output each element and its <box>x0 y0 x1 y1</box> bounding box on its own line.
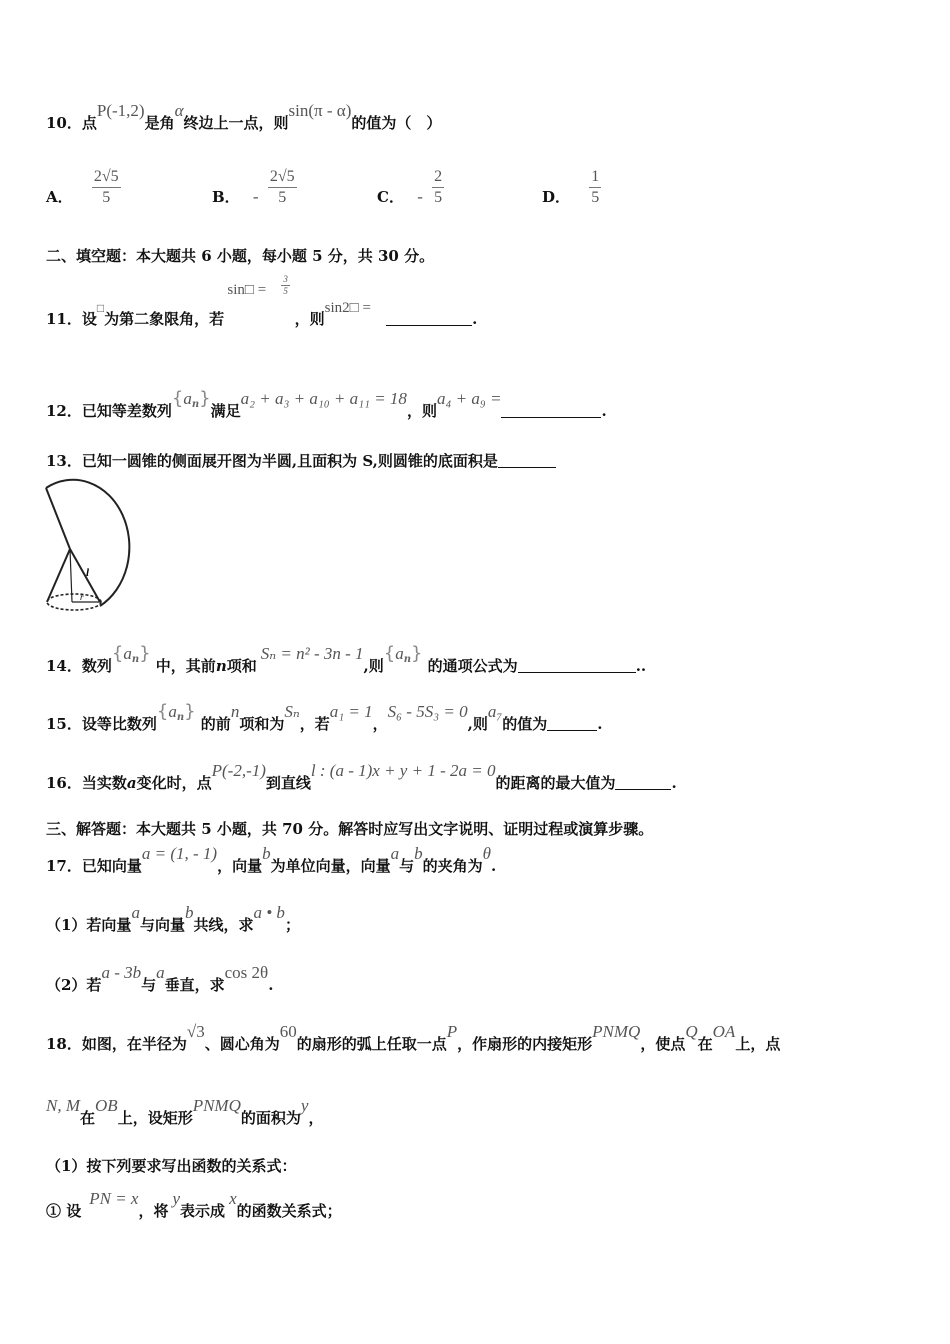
q10-alpha: α <box>174 101 184 120</box>
seq-symbol: a <box>123 644 132 663</box>
frac-num: 2√5 <box>92 167 121 188</box>
q16-a: a <box>126 774 137 792</box>
q14-n: n <box>215 657 227 675</box>
q10-number: 10．点 <box>46 114 97 132</box>
q11-fraction <box>281 274 290 297</box>
q11-text-2: ，则 <box>294 310 325 328</box>
question-11 <box>46 274 478 329</box>
frac-den: 5 <box>434 188 443 206</box>
question-17 <box>46 844 497 876</box>
q12-text: 满足 <box>210 402 241 420</box>
question-18 <box>46 1022 781 1054</box>
q10-text-2: 终边上一点，则 <box>183 114 289 132</box>
q18-oa: OA <box>712 1022 736 1041</box>
q17-p1-text-2: 共线，求 <box>193 916 254 934</box>
cone-right-edge <box>70 549 100 602</box>
option-fraction <box>432 167 444 208</box>
question-10 <box>46 101 442 133</box>
q18-s1-text-3: 的函数关系式； <box>236 1202 342 1220</box>
question-13 <box>46 450 556 471</box>
option-label: D． <box>542 188 571 206</box>
q15-comma: ， <box>372 715 388 733</box>
label-r: r <box>80 592 84 602</box>
q14-text-2: 项和 <box>226 657 257 675</box>
q10-text: 是角 <box>144 114 175 132</box>
q11-condition <box>227 274 289 324</box>
q17-p1-end: ； <box>284 916 300 934</box>
q18-q: Q <box>685 1022 698 1041</box>
q17-p1-text: 与向量 <box>139 916 185 934</box>
q16-answer-blank[interactable] <box>615 775 671 790</box>
q18-text-7: 在 <box>80 1109 96 1127</box>
option-fraction <box>268 167 297 208</box>
q14-sum-formula: Sₙ = n² ‑ 3n ‑ 1 <box>260 644 364 663</box>
q12-expr: a₄ + a₉ = <box>436 389 502 408</box>
q10-option-d <box>542 162 601 208</box>
option-label: A． <box>46 188 73 206</box>
q11-sin: sin□ = <box>227 282 267 298</box>
q14-text: 中，其前 <box>155 657 216 675</box>
q10-text-3: 的值为（ ） <box>351 114 442 132</box>
q15-n: n <box>230 702 240 721</box>
option-sign: ‑ <box>417 187 423 206</box>
q17-a: a <box>390 844 400 863</box>
q10-option-b <box>212 162 297 208</box>
q18-angle: 60 <box>279 1022 297 1041</box>
q15-number: 15．设等比数列 <box>46 715 157 733</box>
q16-point: P(‑2,‑1) <box>211 761 266 780</box>
q18-text-8: 上，设矩形 <box>117 1109 193 1127</box>
q14-sequence: $\{a_n\}$ <box>111 643 151 665</box>
q18-number: 18．如图，在半径为 <box>46 1035 187 1053</box>
section-3-heading: 三、解答题：本大题共 5 小题，共 70 分。解答时应写出文字说明、证明过程或演算步骤。 <box>46 820 654 838</box>
q15-equation: S₆ ‑ 5S₃ = 0 <box>387 702 468 721</box>
q18-text-3: ，作扇形的内接矩形 <box>457 1035 593 1053</box>
q17-p1-a: a <box>131 903 140 922</box>
q17-number: 17．已知向量 <box>46 857 142 875</box>
q10-expr: sin(π ‑ α) <box>288 101 352 120</box>
q17-p2-a: a <box>156 963 165 982</box>
q18-p: P <box>446 1022 458 1041</box>
frac-den: 5 <box>278 188 287 206</box>
q18-part-1: （1）按下列要求写出函数的关系式： <box>46 1157 297 1175</box>
q18-text-6: 上，点 <box>735 1035 781 1053</box>
q18-part-1-step-1 <box>46 1189 342 1221</box>
q15-sn: Sₙ <box>284 702 300 721</box>
q15-answer-blank[interactable] <box>547 716 597 731</box>
q18-rect-2: PNMQ <box>192 1096 241 1115</box>
seq-symbol: a <box>395 644 404 663</box>
q11-angle-symbol: □ <box>96 301 105 315</box>
q17-p2-text-2: 垂直，求 <box>164 976 225 994</box>
q15-a1: a₁ = 1 <box>329 702 373 721</box>
q15-text-5: 的值为 <box>502 715 548 733</box>
q18-s1-x: x <box>229 1189 237 1208</box>
option-sign: ‑ <box>252 187 259 206</box>
option-fraction <box>92 167 121 208</box>
q18-s1-text-2: 表示成 <box>180 1202 226 1220</box>
q16-line-equation: l : (a ‑ 1)x + y + 1 ‑ 2a = 0 <box>310 761 496 780</box>
sector-edge <box>46 488 70 549</box>
q17-p1-dot-product: a • b <box>253 903 285 922</box>
q17-text-3: 与 <box>399 857 415 875</box>
q18-s1-expr: PN = x <box>89 1189 139 1208</box>
seq-subscript: n <box>191 399 200 410</box>
seq-symbol: a <box>168 702 177 721</box>
label-l: l <box>86 567 90 579</box>
q17-vector-a: a = (1, ‑ 1) <box>141 844 218 863</box>
q18-text-2: 的扇形的弧上任取一点 <box>296 1035 447 1053</box>
q17-b: b <box>414 844 423 863</box>
q16-text: 变化时，点 <box>136 774 212 792</box>
frac-num: 2√5 <box>268 167 297 188</box>
q11-answer-blank[interactable] <box>386 311 472 326</box>
q14-number: 14．数列 <box>46 657 112 675</box>
q17-theta: θ <box>482 844 492 863</box>
q15-text: 的前 <box>200 715 231 733</box>
question-14 <box>46 643 647 677</box>
question-16 <box>46 761 677 793</box>
q11-text: 为第二象限角，若 <box>104 310 225 328</box>
q17-part-2 <box>46 963 274 995</box>
q18-text-5: 在 <box>697 1035 713 1053</box>
q10-point: P(‑1,2) <box>96 101 145 120</box>
seq-symbol: a <box>183 389 192 408</box>
question-15 <box>46 701 603 735</box>
q17-p2-end: . <box>268 976 274 994</box>
q12-text-2: ，则 <box>406 402 437 420</box>
q17-vector-b: b <box>262 844 271 863</box>
section-2-heading: 二、填空题：本大题共 6 小题，每小题 5 分，共 30 分。 <box>46 247 435 265</box>
frac-den: 5 <box>102 188 111 206</box>
q18-text-10: ， <box>308 1109 324 1127</box>
q10-option-c <box>377 162 444 208</box>
q17-part-1 <box>46 903 300 935</box>
q14-text-3: ,则 <box>363 657 384 675</box>
frac-den: 5 <box>591 188 600 206</box>
q16-text-3: 的距离的最大值为 <box>495 774 616 792</box>
q18-s1-label: ① 设 <box>46 1202 82 1220</box>
q11-number: 11．设 <box>46 310 97 328</box>
q15-text-3: ，若 <box>299 715 330 733</box>
q17-p2-text: 与 <box>141 976 157 994</box>
frac-den: 5 <box>283 286 288 296</box>
q13-answer-blank[interactable] <box>498 453 556 468</box>
q14-answer-blank[interactable] <box>518 658 636 673</box>
q12-answer-blank[interactable] <box>501 403 601 418</box>
q15-text-4: ,则 <box>467 715 488 733</box>
q17-text: ，向量 <box>217 857 263 875</box>
q14-text-4: 的通项公式为 <box>427 657 518 675</box>
q12-number: 12．已知等差数列 <box>46 402 172 420</box>
option-fraction <box>589 167 601 208</box>
q18-radius: √3 <box>186 1022 205 1041</box>
question-12 <box>46 388 607 422</box>
q16-number: 16．当实数 <box>46 774 127 792</box>
q12-condition: a₂ + a₃ + a₁₀ + a₁₁ = 18 <box>240 389 407 408</box>
q18-s1-text: ，将 <box>138 1202 169 1220</box>
q18-ob: OB <box>95 1096 118 1115</box>
seq-subscript: n <box>403 654 411 665</box>
q18-line-2 <box>46 1096 324 1128</box>
option-label: B． <box>212 188 240 206</box>
q18-text: 、圆心角为 <box>204 1035 280 1053</box>
q10-option-a <box>46 162 121 208</box>
q11-sin2: sin2□ = <box>324 300 371 316</box>
q18-text-4: ，使点 <box>640 1035 686 1053</box>
q13-text: 13．已知一圆锥的侧面展开图为半圆,且面积为 S,则圆锥的底面积是 <box>46 452 498 470</box>
seq-subscript: n <box>176 712 185 723</box>
period: .. <box>635 657 647 675</box>
q17-p2-cos: cos 2θ <box>224 963 269 982</box>
period: . <box>671 774 677 792</box>
period: . <box>472 310 478 328</box>
q16-text-2: 到直线 <box>265 774 311 792</box>
cone-figure <box>44 478 150 614</box>
frac-num: 2 <box>432 167 444 188</box>
q18-s1-y: y <box>172 1189 181 1208</box>
q17-p2-expr: a ‑ 3b <box>101 963 142 982</box>
q18-y: y <box>300 1096 309 1115</box>
q15-text-2: 项和为 <box>239 715 285 733</box>
q18-rect: PNMQ <box>592 1022 641 1041</box>
period: . <box>491 857 497 875</box>
q17-p1-label: （1）若向量 <box>46 916 132 934</box>
q15-sequence: $\{a_n\}$ <box>156 701 196 723</box>
q12-sequence: $\{a_n\}$ <box>171 388 211 410</box>
period: . <box>597 715 603 733</box>
q17-p2-label: （2）若 <box>46 976 102 994</box>
q14-sequence-2: $\{a_n\}$ <box>383 643 423 665</box>
frac-num: 1 <box>589 167 601 188</box>
q15-a7: a₇ <box>487 702 503 721</box>
q18-text-9: 的面积为 <box>240 1109 301 1127</box>
semicircle-arc <box>46 480 129 606</box>
frac-num: 3 <box>283 274 288 284</box>
q18-nm: N, M <box>46 1096 80 1115</box>
q17-p1-b: b <box>184 903 194 922</box>
option-label: C． <box>377 188 404 206</box>
q17-text-4: 的夹角为 <box>422 857 483 875</box>
period: . <box>601 402 607 420</box>
q17-text-2: 为单位向量，向量 <box>270 857 391 875</box>
seq-subscript: n <box>131 654 140 665</box>
